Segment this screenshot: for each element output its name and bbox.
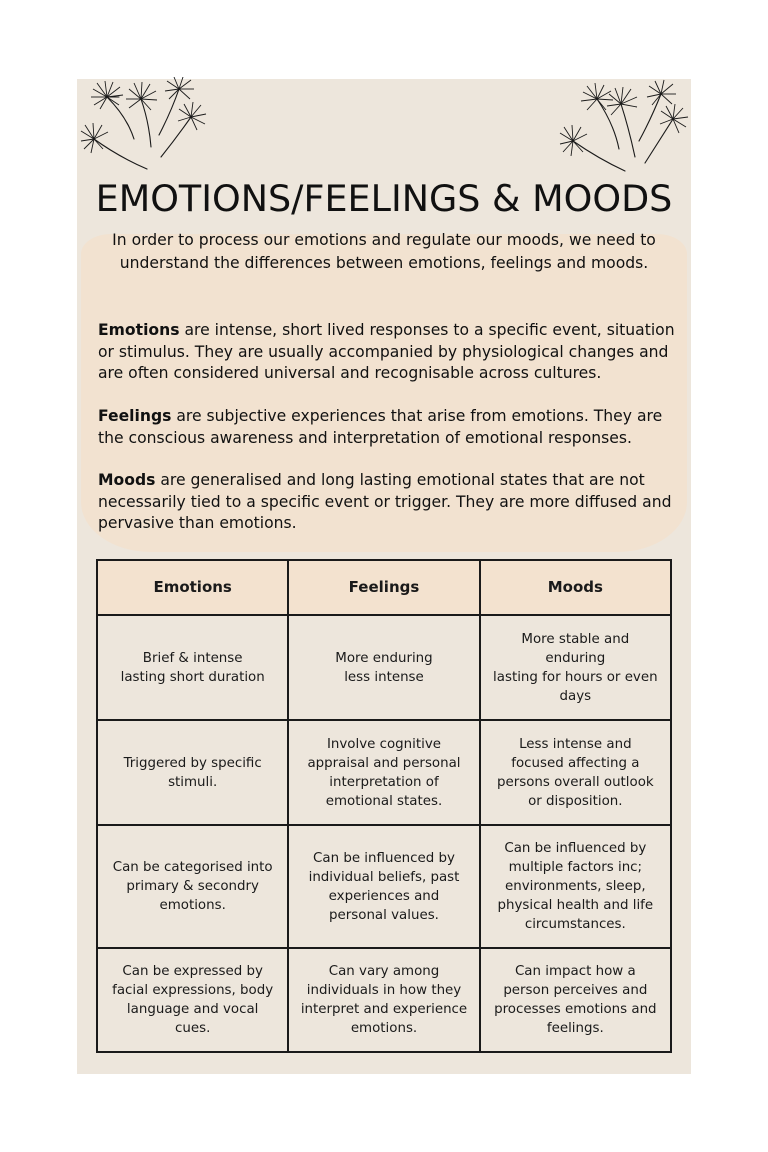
table-cell: Involve cognitive appraisal and personal interpretation of emotional states. xyxy=(288,720,479,825)
header-emotions: Emotions xyxy=(97,560,288,615)
table-cell: Triggered by specific stimuli. xyxy=(97,720,288,825)
header-moods: Moods xyxy=(480,560,671,615)
table-cell: Brief & intense lasting short duration xyxy=(97,615,288,720)
poster-card xyxy=(77,79,691,1074)
table-row xyxy=(97,948,671,1052)
table-cell: Can be expressed by facial expressions, body language and vocal cues. xyxy=(97,948,288,1052)
definition-term: Emotions xyxy=(98,321,180,339)
intro-text: In order to process our emotions and regulate our moods, we need to understand the differences between emotions, feelings and moods. xyxy=(112,231,656,272)
comparison-table xyxy=(96,559,672,1053)
table-row xyxy=(97,825,671,948)
definition-emotions xyxy=(98,320,678,385)
header-feelings: Feelings xyxy=(288,560,479,615)
dandelion-seeds-icon xyxy=(559,79,689,179)
page-title: EMOTIONS/FEELINGS & MOODS xyxy=(95,177,673,220)
table-cell: Can vary among individuals in how they interpret and experience emotions. xyxy=(288,948,479,1052)
definition-term: Feelings xyxy=(98,407,172,425)
definition-term: Moods xyxy=(98,471,156,489)
table-cell: More stable and enduring lasting for hours or even days xyxy=(480,615,671,720)
definition-moods xyxy=(98,470,678,535)
definition-text: are subjective experiences that arise from emotions. They are the conscious awareness and interpretation of emotional responses. xyxy=(98,407,663,447)
table-header-row xyxy=(97,560,671,615)
table-cell: Less intense and focused affecting a persons overall outlook or disposition. xyxy=(480,720,671,825)
definition-feelings xyxy=(98,406,678,449)
table-cell: Can impact how a person perceives and processes emotions and feelings. xyxy=(480,948,671,1052)
table-cell: Can be influenced by individual beliefs, past experiences and personal values. xyxy=(288,825,479,948)
table-cell: Can be categorised into primary & secondry emotions. xyxy=(97,825,288,948)
dandelion-seeds-icon xyxy=(79,77,209,177)
definition-text: are generalised and long lasting emotional states that are not necessarily tied to a specific event or trigger. They are more diffused and pervasive than emotions. xyxy=(98,471,672,532)
table-cell: More enduring less intense xyxy=(288,615,479,720)
table-row xyxy=(97,720,671,825)
table-cell: Can be influenced by multiple factors inc; environments, sleep, physical health and life circumstances. xyxy=(480,825,671,948)
table-row xyxy=(97,615,671,720)
definition-text: are intense, short lived responses to a specific event, situation or stimulus. They are usually accompanied by physiological changes and are often considered universal and recognisable across cultures. xyxy=(98,321,675,382)
